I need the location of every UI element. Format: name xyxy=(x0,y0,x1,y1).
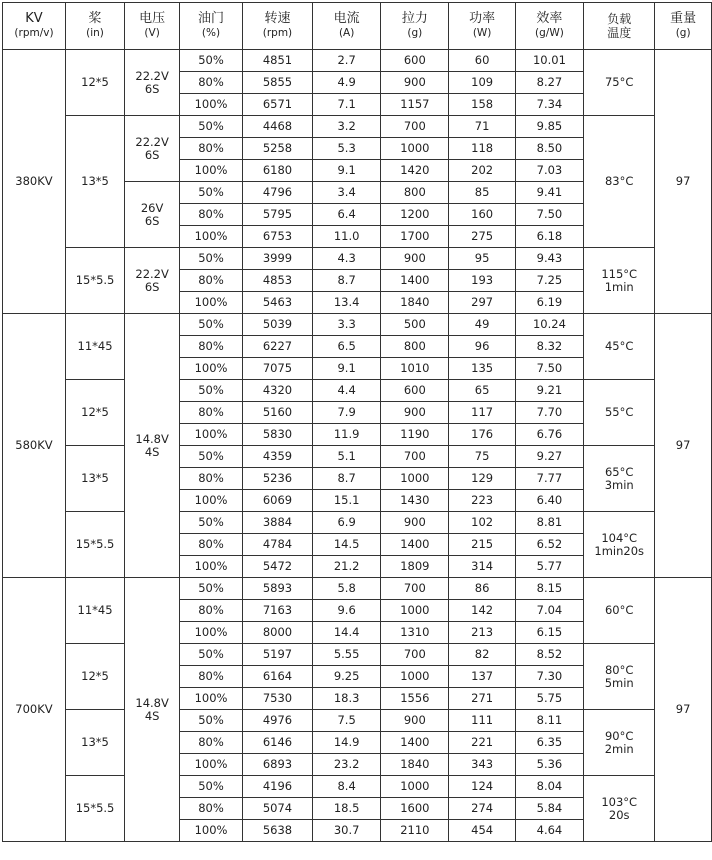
rpm-cell: 6069 xyxy=(242,490,312,512)
header-row xyxy=(3,3,712,50)
efficiency-cell: 9.41 xyxy=(515,182,583,204)
header-kv-unit: (rpm/v) xyxy=(14,27,54,39)
header-efficiency xyxy=(515,3,583,50)
throttle-cell: 50% xyxy=(180,776,243,798)
power-cell: 109 xyxy=(449,72,515,94)
temperature-cell: 83°C xyxy=(584,116,655,248)
power-cell: 60 xyxy=(449,50,515,72)
efficiency-cell: 7.77 xyxy=(515,468,583,490)
weight-cell: 97 xyxy=(655,578,712,842)
thrust-cell: 900 xyxy=(381,710,449,732)
throttle-cell: 80% xyxy=(180,600,243,622)
power-cell: 95 xyxy=(449,248,515,270)
power-cell: 193 xyxy=(449,270,515,292)
current-cell: 6.5 xyxy=(313,336,381,358)
rpm-cell: 6227 xyxy=(242,336,312,358)
header-thrust-label: 拉力 xyxy=(401,11,428,26)
power-cell: 454 xyxy=(449,820,515,842)
throttle-cell: 100% xyxy=(180,226,243,248)
power-cell: 274 xyxy=(449,798,515,820)
voltage-cell: 22.2V 6S xyxy=(125,50,180,116)
thrust-cell: 900 xyxy=(381,512,449,534)
efficiency-cell: 9.85 xyxy=(515,116,583,138)
power-cell: 111 xyxy=(449,710,515,732)
efficiency-cell: 9.27 xyxy=(515,446,583,468)
header-temperature-label: 负载 xyxy=(607,12,632,26)
power-cell: 71 xyxy=(449,116,515,138)
rpm-cell: 6146 xyxy=(242,732,312,754)
efficiency-cell: 7.70 xyxy=(515,402,583,424)
thrust-cell: 900 xyxy=(381,72,449,94)
header-current xyxy=(313,3,381,50)
current-cell: 7.1 xyxy=(313,94,381,116)
throttle-cell: 80% xyxy=(180,138,243,160)
voltage-cell: 22.2V 6S xyxy=(125,116,180,182)
power-cell: 118 xyxy=(449,138,515,160)
prop-cell: 15*5.5 xyxy=(65,248,124,314)
throttle-cell: 80% xyxy=(180,336,243,358)
thrust-cell: 1840 xyxy=(381,754,449,776)
thrust-cell: 1600 xyxy=(381,798,449,820)
header-voltage-unit: (V) xyxy=(144,27,160,39)
efficiency-cell: 10.01 xyxy=(515,50,583,72)
power-cell: 124 xyxy=(449,776,515,798)
efficiency-cell: 6.15 xyxy=(515,622,583,644)
rpm-cell: 4976 xyxy=(242,710,312,732)
throttle-cell: 100% xyxy=(180,490,243,512)
throttle-cell: 50% xyxy=(180,644,243,666)
thrust-cell: 1809 xyxy=(381,556,449,578)
prop-cell: 12*5 xyxy=(65,644,124,710)
prop-cell: 13*5 xyxy=(65,446,124,512)
table-row xyxy=(3,644,712,666)
power-cell: 275 xyxy=(449,226,515,248)
power-cell: 129 xyxy=(449,468,515,490)
thrust-cell: 1000 xyxy=(381,666,449,688)
rpm-cell: 5795 xyxy=(242,204,312,226)
header-rpm-label: 转速 xyxy=(264,11,291,26)
rpm-cell: 7530 xyxy=(242,688,312,710)
power-cell: 314 xyxy=(449,556,515,578)
throttle-cell: 50% xyxy=(180,182,243,204)
power-cell: 75 xyxy=(449,446,515,468)
thrust-cell: 1840 xyxy=(381,292,449,314)
power-cell: 142 xyxy=(449,600,515,622)
temperature-cell: 60°C xyxy=(584,578,655,644)
rpm-cell: 7075 xyxy=(242,358,312,380)
efficiency-cell: 5.36 xyxy=(515,754,583,776)
voltage-cell: 26V 6S xyxy=(125,182,180,248)
efficiency-cell: 7.30 xyxy=(515,666,583,688)
rpm-cell: 6893 xyxy=(242,754,312,776)
rpm-cell: 7163 xyxy=(242,600,312,622)
throttle-cell: 80% xyxy=(180,270,243,292)
power-cell: 135 xyxy=(449,358,515,380)
throttle-cell: 50% xyxy=(180,710,243,732)
power-cell: 221 xyxy=(449,732,515,754)
power-cell: 96 xyxy=(449,336,515,358)
throttle-cell: 50% xyxy=(180,446,243,468)
header-voltage xyxy=(125,3,180,50)
header-weight xyxy=(655,3,712,50)
rpm-cell: 5074 xyxy=(242,798,312,820)
thrust-cell: 500 xyxy=(381,314,449,336)
table-row xyxy=(3,512,712,534)
throttle-cell: 80% xyxy=(180,732,243,754)
prop-cell: 15*5.5 xyxy=(65,776,124,842)
throttle-cell: 100% xyxy=(180,94,243,116)
temperature-cell: 104°C 1min20s xyxy=(584,512,655,578)
rpm-cell: 8000 xyxy=(242,622,312,644)
current-cell: 3.4 xyxy=(313,182,381,204)
prop-cell: 13*5 xyxy=(65,116,124,248)
thrust-cell: 1400 xyxy=(381,534,449,556)
header-power-unit: (W) xyxy=(472,27,492,39)
power-cell: 158 xyxy=(449,94,515,116)
rpm-cell: 5236 xyxy=(242,468,312,490)
throttle-cell: 80% xyxy=(180,468,243,490)
current-cell: 5.8 xyxy=(313,578,381,600)
throttle-cell: 50% xyxy=(180,314,243,336)
power-cell: 117 xyxy=(449,402,515,424)
header-thrust xyxy=(381,3,449,50)
header-prop-unit: (in) xyxy=(86,27,104,39)
current-cell: 14.4 xyxy=(313,622,381,644)
efficiency-cell: 7.04 xyxy=(515,600,583,622)
power-cell: 297 xyxy=(449,292,515,314)
prop-cell: 11*45 xyxy=(65,578,124,644)
throttle-cell: 100% xyxy=(180,292,243,314)
thrust-cell: 1157 xyxy=(381,94,449,116)
header-rpm xyxy=(242,3,312,50)
thrust-cell: 1310 xyxy=(381,622,449,644)
header-kv xyxy=(3,3,66,50)
rpm-cell: 4796 xyxy=(242,182,312,204)
thrust-cell: 800 xyxy=(381,182,449,204)
efficiency-cell: 8.81 xyxy=(515,512,583,534)
power-cell: 160 xyxy=(449,204,515,226)
temperature-cell: 90°C 2min xyxy=(584,710,655,776)
table-header xyxy=(3,3,712,50)
current-cell: 5.55 xyxy=(313,644,381,666)
throttle-cell: 100% xyxy=(180,424,243,446)
efficiency-cell: 6.35 xyxy=(515,732,583,754)
current-cell: 8.4 xyxy=(313,776,381,798)
throttle-cell: 100% xyxy=(180,160,243,182)
efficiency-cell: 9.43 xyxy=(515,248,583,270)
efficiency-cell: 7.03 xyxy=(515,160,583,182)
header-voltage-label: 电压 xyxy=(139,11,166,26)
voltage-cell: 14.8V 4S xyxy=(125,578,180,842)
rpm-cell: 5258 xyxy=(242,138,312,160)
throttle-cell: 80% xyxy=(180,666,243,688)
thrust-cell: 1556 xyxy=(381,688,449,710)
temperature-cell: 65°C 3min xyxy=(584,446,655,512)
current-cell: 23.2 xyxy=(313,754,381,776)
rpm-cell: 5830 xyxy=(242,424,312,446)
current-cell: 3.2 xyxy=(313,116,381,138)
throttle-cell: 100% xyxy=(180,358,243,380)
efficiency-cell: 8.50 xyxy=(515,138,583,160)
rpm-cell: 4359 xyxy=(242,446,312,468)
current-cell: 14.9 xyxy=(313,732,381,754)
thrust-cell: 700 xyxy=(381,446,449,468)
throttle-cell: 80% xyxy=(180,402,243,424)
thrust-cell: 700 xyxy=(381,644,449,666)
current-cell: 5.3 xyxy=(313,138,381,160)
throttle-cell: 50% xyxy=(180,248,243,270)
throttle-cell: 50% xyxy=(180,380,243,402)
thrust-cell: 1190 xyxy=(381,424,449,446)
table-row xyxy=(3,446,712,468)
efficiency-cell: 8.27 xyxy=(515,72,583,94)
weight-cell: 97 xyxy=(655,50,712,314)
efficiency-cell: 8.15 xyxy=(515,578,583,600)
efficiency-cell: 10.24 xyxy=(515,314,583,336)
header-weight-label: 重量 xyxy=(670,11,697,26)
thrust-cell: 1000 xyxy=(381,600,449,622)
rpm-cell: 6164 xyxy=(242,666,312,688)
kv-cell: 700KV xyxy=(3,578,66,842)
rpm-cell: 5893 xyxy=(242,578,312,600)
rpm-cell: 3999 xyxy=(242,248,312,270)
rpm-cell: 4784 xyxy=(242,534,312,556)
rpm-cell: 6180 xyxy=(242,160,312,182)
efficiency-cell: 6.76 xyxy=(515,424,583,446)
efficiency-cell: 9.21 xyxy=(515,380,583,402)
thrust-cell: 700 xyxy=(381,578,449,600)
throttle-cell: 50% xyxy=(180,512,243,534)
header-efficiency-unit: (g/W) xyxy=(535,27,564,39)
efficiency-cell: 7.50 xyxy=(515,358,583,380)
rpm-cell: 5472 xyxy=(242,556,312,578)
current-cell: 30.7 xyxy=(313,820,381,842)
rpm-cell: 4320 xyxy=(242,380,312,402)
temperature-cell: 45°C xyxy=(584,314,655,380)
prop-cell: 12*5 xyxy=(65,50,124,116)
rpm-cell: 4853 xyxy=(242,270,312,292)
thrust-cell: 1400 xyxy=(381,732,449,754)
power-cell: 102 xyxy=(449,512,515,534)
current-cell: 4.9 xyxy=(313,72,381,94)
current-cell: 9.1 xyxy=(313,358,381,380)
header-temperature-unit: 温度 xyxy=(607,26,632,40)
header-kv-label: KV xyxy=(25,11,43,26)
header-power-label: 功率 xyxy=(469,11,496,26)
current-cell: 8.7 xyxy=(313,270,381,292)
thrust-cell: 600 xyxy=(381,50,449,72)
current-cell: 14.5 xyxy=(313,534,381,556)
temperature-cell: 75°C xyxy=(584,50,655,116)
header-throttle-unit: (%) xyxy=(201,27,221,39)
table-row xyxy=(3,314,712,336)
rpm-cell: 4851 xyxy=(242,50,312,72)
efficiency-cell: 6.52 xyxy=(515,534,583,556)
throttle-cell: 100% xyxy=(180,688,243,710)
power-cell: 82 xyxy=(449,644,515,666)
thrust-cell: 1000 xyxy=(381,468,449,490)
thrust-cell: 1400 xyxy=(381,270,449,292)
efficiency-cell: 8.52 xyxy=(515,644,583,666)
power-cell: 65 xyxy=(449,380,515,402)
power-cell: 215 xyxy=(449,534,515,556)
current-cell: 7.9 xyxy=(313,402,381,424)
thrust-cell: 1430 xyxy=(381,490,449,512)
current-cell: 2.7 xyxy=(313,50,381,72)
efficiency-cell: 6.18 xyxy=(515,226,583,248)
header-prop xyxy=(65,3,124,50)
header-weight-unit: (g) xyxy=(675,27,691,39)
thrust-cell: 2110 xyxy=(381,820,449,842)
efficiency-cell: 8.32 xyxy=(515,336,583,358)
current-cell: 15.1 xyxy=(313,490,381,512)
current-cell: 5.1 xyxy=(313,446,381,468)
power-cell: 213 xyxy=(449,622,515,644)
header-efficiency-label: 效率 xyxy=(536,11,563,26)
throttle-cell: 80% xyxy=(180,204,243,226)
current-cell: 9.6 xyxy=(313,600,381,622)
thrust-cell: 1010 xyxy=(381,358,449,380)
throttle-cell: 100% xyxy=(180,622,243,644)
table-row xyxy=(3,50,712,72)
header-temperature xyxy=(584,3,655,50)
power-cell: 223 xyxy=(449,490,515,512)
thrust-cell: 600 xyxy=(381,380,449,402)
prop-cell: 15*5.5 xyxy=(65,512,124,578)
thrust-cell: 900 xyxy=(381,402,449,424)
thrust-cell: 800 xyxy=(381,336,449,358)
throttle-cell: 100% xyxy=(180,754,243,776)
header-power xyxy=(449,3,515,50)
current-cell: 9.1 xyxy=(313,160,381,182)
power-cell: 86 xyxy=(449,578,515,600)
throttle-cell: 100% xyxy=(180,820,243,842)
efficiency-cell: 8.11 xyxy=(515,710,583,732)
prop-cell: 13*5 xyxy=(65,710,124,776)
current-cell: 6.4 xyxy=(313,204,381,226)
efficiency-cell: 5.75 xyxy=(515,688,583,710)
power-cell: 137 xyxy=(449,666,515,688)
current-cell: 11.9 xyxy=(313,424,381,446)
power-cell: 202 xyxy=(449,160,515,182)
thrust-cell: 1000 xyxy=(381,776,449,798)
power-cell: 271 xyxy=(449,688,515,710)
rpm-cell: 6571 xyxy=(242,94,312,116)
current-cell: 13.4 xyxy=(313,292,381,314)
efficiency-cell: 4.64 xyxy=(515,820,583,842)
throttle-cell: 100% xyxy=(180,556,243,578)
efficiency-cell: 7.34 xyxy=(515,94,583,116)
efficiency-cell: 7.25 xyxy=(515,270,583,292)
current-cell: 18.3 xyxy=(313,688,381,710)
kv-cell: 580KV xyxy=(3,314,66,578)
throttle-cell: 80% xyxy=(180,798,243,820)
efficiency-cell: 5.84 xyxy=(515,798,583,820)
power-cell: 176 xyxy=(449,424,515,446)
efficiency-cell: 6.19 xyxy=(515,292,583,314)
header-throttle xyxy=(180,3,243,50)
throttle-cell: 50% xyxy=(180,116,243,138)
rpm-cell: 5638 xyxy=(242,820,312,842)
rpm-cell: 4196 xyxy=(242,776,312,798)
table-row xyxy=(3,776,712,798)
throttle-cell: 80% xyxy=(180,534,243,556)
throttle-cell: 50% xyxy=(180,578,243,600)
header-throttle-label: 油门 xyxy=(198,11,225,26)
thrust-cell: 1420 xyxy=(381,160,449,182)
header-prop-label: 桨 xyxy=(88,11,102,26)
thrust-cell: 700 xyxy=(381,116,449,138)
current-cell: 8.7 xyxy=(313,468,381,490)
prop-cell: 12*5 xyxy=(65,380,124,446)
motor-spec-table xyxy=(2,2,712,842)
current-cell: 4.3 xyxy=(313,248,381,270)
temperature-cell: 80°C 5min xyxy=(584,644,655,710)
prop-cell: 11*45 xyxy=(65,314,124,380)
header-rpm-unit: (rpm) xyxy=(262,27,293,39)
temperature-cell: 115°C 1min xyxy=(584,248,655,314)
voltage-cell: 22.2V 6S xyxy=(125,248,180,314)
table-row xyxy=(3,116,712,138)
current-cell: 11.0 xyxy=(313,226,381,248)
rpm-cell: 3884 xyxy=(242,512,312,534)
header-current-unit: (A) xyxy=(338,27,355,39)
power-cell: 49 xyxy=(449,314,515,336)
table-row xyxy=(3,578,712,600)
thrust-cell: 1000 xyxy=(381,138,449,160)
thrust-cell: 900 xyxy=(381,248,449,270)
header-thrust-unit: (g) xyxy=(407,27,423,39)
current-cell: 3.3 xyxy=(313,314,381,336)
efficiency-cell: 8.04 xyxy=(515,776,583,798)
kv-cell: 380KV xyxy=(3,50,66,314)
efficiency-cell: 6.40 xyxy=(515,490,583,512)
table-row xyxy=(3,710,712,732)
rpm-cell: 6753 xyxy=(242,226,312,248)
efficiency-cell: 5.77 xyxy=(515,556,583,578)
table-body xyxy=(3,50,712,842)
temperature-cell: 103°C 20s xyxy=(584,776,655,842)
table-row xyxy=(3,248,712,270)
current-cell: 18.5 xyxy=(313,798,381,820)
rpm-cell: 5160 xyxy=(242,402,312,424)
current-cell: 9.25 xyxy=(313,666,381,688)
temperature-cell: 55°C xyxy=(584,380,655,446)
rpm-cell: 5197 xyxy=(242,644,312,666)
throttle-cell: 50% xyxy=(180,50,243,72)
current-cell: 7.5 xyxy=(313,710,381,732)
thrust-cell: 1200 xyxy=(381,204,449,226)
rpm-cell: 4468 xyxy=(242,116,312,138)
voltage-cell: 14.8V 4S xyxy=(125,314,180,578)
efficiency-cell: 7.50 xyxy=(515,204,583,226)
throttle-cell: 80% xyxy=(180,72,243,94)
current-cell: 4.4 xyxy=(313,380,381,402)
rpm-cell: 5463 xyxy=(242,292,312,314)
rpm-cell: 5039 xyxy=(242,314,312,336)
thrust-cell: 1700 xyxy=(381,226,449,248)
current-cell: 21.2 xyxy=(313,556,381,578)
current-cell: 6.9 xyxy=(313,512,381,534)
weight-cell: 97 xyxy=(655,314,712,578)
power-cell: 85 xyxy=(449,182,515,204)
header-current-label: 电流 xyxy=(333,11,360,26)
rpm-cell: 5855 xyxy=(242,72,312,94)
power-cell: 343 xyxy=(449,754,515,776)
table-row xyxy=(3,380,712,402)
